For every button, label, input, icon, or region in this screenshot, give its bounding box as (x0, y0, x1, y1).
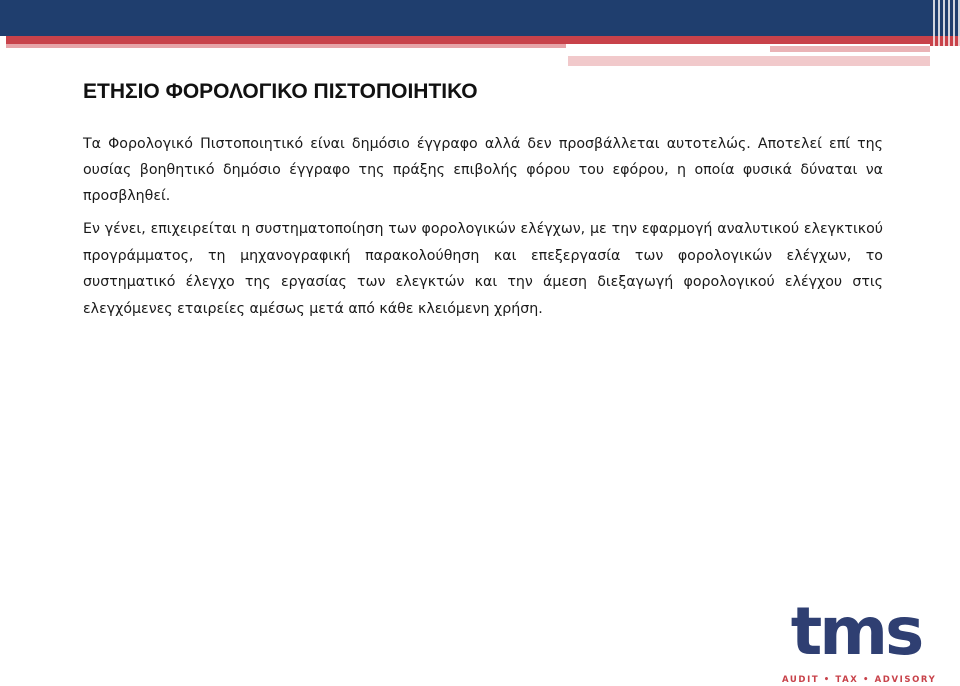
logo-tagline: AUDIT • TAX • ADVISORY (782, 675, 937, 685)
slide-content (83, 78, 883, 322)
header-red-stripe-end (930, 36, 960, 46)
paragraph-audit-systematization: Εν γένει, επιχειρείται η συστηματοποίηση των φορολογικών ελέγχων, με την εφαρμογή αναλυτικού ελεγκτικού προγράμματος, τη μηχανογραφική παρακολούθηση και επεξεργασία των φορολογικών ελέγχων, το συστηματικό έλεγχο της εργασίας των ελεγκτών και την άμεση διεξαγωγή φορολογικού ελέγχου στις ελεγχόμενες εταιρείες αμέσως μετά από κάθε κλειόμενη χρήση. (83, 221, 883, 317)
header-band (0, 0, 960, 66)
tms-logo (782, 593, 937, 686)
header-pink-stripe-lower (568, 56, 930, 66)
paragraph-certificate-nature: Τα Φορολογικό Πιστοποιητικό είναι δημόσιο έγγραφο αλλά δεν προσβάλλεται αυτοτελώς. Αποτελεί επί της ουσίας βοηθητικό δημόσιο έγγραφο της πράξης επιβολής φόρου του εφόρου, η οποία φυσικά δύναται να προσβληθεί. (83, 136, 883, 204)
page-title: ΕΤΗΣΙΟ ΦΟΡΟΛΟΓΙΚΟ ΠΙΣΤΟΠΟΙΗΤΙΚΟ (83, 80, 478, 103)
logo-wordmark: tms (790, 593, 922, 670)
header-navy-stripe (0, 0, 930, 36)
header-red-stripe (6, 36, 930, 44)
header-pink-stripe (6, 44, 566, 48)
header-navy-stripe-end (930, 0, 960, 36)
header-pink-stripe-short (770, 46, 930, 52)
